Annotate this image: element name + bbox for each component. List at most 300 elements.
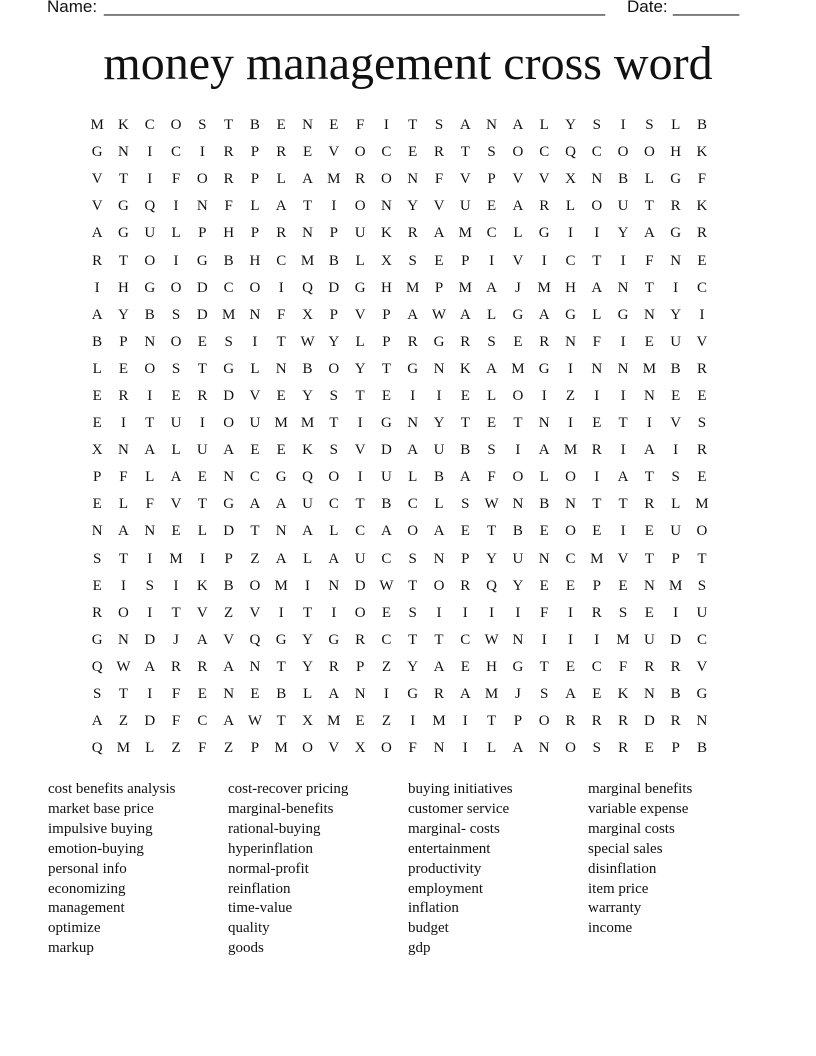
- grid-letter[interactable]: I: [147, 144, 153, 161]
- grid-letter[interactable]: P: [487, 171, 496, 188]
- grid-letter[interactable]: D: [144, 713, 156, 730]
- grid-letter[interactable]: C: [696, 631, 707, 648]
- grid-letter[interactable]: M: [458, 279, 472, 296]
- grid-letter[interactable]: S: [329, 442, 338, 459]
- grid-letter[interactable]: T: [224, 117, 234, 134]
- grid-letter[interactable]: W: [247, 713, 263, 730]
- grid-letter[interactable]: E: [644, 740, 654, 757]
- grid-letter[interactable]: A: [144, 658, 156, 675]
- grid-letter[interactable]: E: [250, 686, 260, 703]
- grid-letter[interactable]: L: [408, 469, 418, 486]
- grid-letter[interactable]: I: [147, 686, 153, 703]
- grid-letter[interactable]: L: [487, 306, 497, 323]
- grid-letter[interactable]: A: [643, 225, 655, 242]
- grid-letter[interactable]: A: [302, 523, 313, 540]
- grid-letter[interactable]: B: [670, 686, 681, 703]
- grid-letter[interactable]: G: [696, 686, 708, 703]
- grid-letter[interactable]: I: [305, 577, 311, 594]
- grid-letter[interactable]: B: [381, 496, 392, 513]
- grid-letter[interactable]: N: [118, 144, 129, 161]
- grid-letter[interactable]: W: [484, 631, 499, 648]
- grid-letter[interactable]: R: [670, 198, 681, 215]
- grid-letter[interactable]: R: [434, 686, 445, 703]
- grid-letter[interactable]: Y: [512, 577, 524, 594]
- grid-letter[interactable]: I: [173, 252, 179, 269]
- grid-letter[interactable]: T: [644, 279, 654, 296]
- grid-letter[interactable]: D: [196, 306, 208, 323]
- grid-letter[interactable]: O: [354, 198, 366, 215]
- grid-letter[interactable]: K: [617, 686, 629, 703]
- grid-letter[interactable]: T: [276, 713, 286, 730]
- grid-letter[interactable]: T: [487, 523, 497, 540]
- grid-letter[interactable]: A: [617, 469, 629, 486]
- grid-letter[interactable]: Y: [118, 306, 129, 323]
- grid-letter[interactable]: R: [197, 387, 208, 404]
- grid-letter[interactable]: B: [328, 252, 339, 269]
- grid-letter[interactable]: P: [92, 469, 102, 486]
- grid-letter[interactable]: E: [92, 577, 102, 594]
- grid-letter[interactable]: K: [459, 360, 471, 377]
- grid-letter[interactable]: Z: [224, 604, 234, 621]
- grid-letter[interactable]: C: [696, 279, 707, 296]
- grid-letter[interactable]: F: [145, 496, 154, 513]
- grid-letter[interactable]: U: [196, 442, 208, 459]
- grid-letter[interactable]: P: [119, 333, 128, 350]
- grid-letter[interactable]: A: [249, 496, 261, 513]
- grid-letter[interactable]: M: [432, 713, 446, 730]
- grid-letter[interactable]: H: [380, 279, 392, 296]
- grid-letter[interactable]: C: [486, 225, 497, 242]
- grid-letter[interactable]: N: [538, 550, 550, 567]
- grid-letter[interactable]: S: [329, 387, 338, 404]
- grid-letter[interactable]: R: [276, 225, 287, 242]
- grid-letter[interactable]: O: [249, 279, 261, 296]
- grid-letter[interactable]: O: [433, 577, 445, 594]
- grid-letter[interactable]: O: [328, 360, 340, 377]
- grid-letter[interactable]: R: [197, 658, 208, 675]
- grid-letter[interactable]: X: [380, 252, 392, 269]
- grid-letter[interactable]: L: [171, 442, 181, 459]
- grid-letter[interactable]: R: [92, 252, 103, 269]
- grid-letter[interactable]: C: [276, 252, 287, 269]
- grid-letter[interactable]: N: [118, 631, 129, 648]
- grid-letter[interactable]: W: [116, 658, 131, 675]
- grid-letter[interactable]: I: [567, 225, 573, 242]
- grid-letter[interactable]: T: [302, 198, 313, 215]
- grid-letter[interactable]: M: [563, 442, 578, 459]
- grid-letter[interactable]: A: [302, 171, 313, 188]
- grid-letter[interactable]: V: [170, 496, 182, 513]
- grid-letter[interactable]: N: [538, 415, 550, 432]
- grid-letter[interactable]: I: [252, 333, 258, 350]
- grid-letter[interactable]: D: [144, 631, 156, 648]
- grid-letter[interactable]: I: [199, 550, 205, 567]
- grid-letter[interactable]: M: [300, 252, 315, 269]
- grid-letter[interactable]: V: [512, 252, 524, 269]
- grid-letter[interactable]: P: [329, 225, 338, 242]
- grid-letter[interactable]: I: [673, 604, 679, 621]
- grid-letter[interactable]: P: [224, 550, 233, 567]
- grid-letter[interactable]: T: [408, 577, 418, 594]
- grid-letter[interactable]: M: [274, 740, 288, 757]
- grid-letter[interactable]: I: [567, 631, 573, 648]
- grid-letter[interactable]: Y: [407, 658, 419, 675]
- grid-letter[interactable]: N: [91, 523, 103, 540]
- grid-letter[interactable]: O: [565, 469, 576, 486]
- grid-letter[interactable]: H: [670, 144, 682, 161]
- grid-letter[interactable]: N: [433, 550, 445, 567]
- grid-letter[interactable]: S: [487, 442, 496, 459]
- grid-letter[interactable]: E: [513, 333, 523, 350]
- grid-letter[interactable]: C: [197, 713, 208, 730]
- grid-letter[interactable]: G: [617, 306, 629, 323]
- grid-letter[interactable]: E: [408, 144, 418, 161]
- grid-letter[interactable]: C: [381, 550, 392, 567]
- grid-letter[interactable]: P: [250, 225, 260, 242]
- grid-letter[interactable]: I: [620, 442, 626, 459]
- grid-letter[interactable]: O: [170, 117, 182, 134]
- grid-letter[interactable]: B: [670, 360, 681, 377]
- grid-letter[interactable]: U: [696, 604, 708, 621]
- grid-letter[interactable]: I: [120, 415, 126, 432]
- grid-letter[interactable]: A: [433, 225, 445, 242]
- grid-letter[interactable]: N: [354, 686, 366, 703]
- grid-letter[interactable]: P: [329, 306, 338, 323]
- grid-letter[interactable]: V: [91, 198, 103, 215]
- grid-letter[interactable]: R: [328, 658, 339, 675]
- grid-letter[interactable]: G: [670, 171, 682, 188]
- grid-letter[interactable]: Z: [118, 713, 129, 730]
- grid-letter[interactable]: Z: [250, 550, 260, 567]
- grid-letter[interactable]: O: [354, 604, 366, 621]
- grid-letter[interactable]: Y: [354, 360, 366, 377]
- grid-letter[interactable]: N: [433, 360, 445, 377]
- grid-letter[interactable]: R: [591, 713, 602, 730]
- grid-letter[interactable]: I: [199, 144, 205, 161]
- grid-letter[interactable]: A: [118, 523, 129, 540]
- grid-letter[interactable]: I: [515, 442, 521, 459]
- grid-letter[interactable]: D: [380, 442, 392, 459]
- grid-letter[interactable]: V: [459, 171, 471, 188]
- grid-letter[interactable]: U: [354, 225, 366, 242]
- grid-letter[interactable]: O: [565, 523, 576, 540]
- grid-letter[interactable]: A: [196, 631, 208, 648]
- grid-letter[interactable]: N: [196, 198, 208, 215]
- grid-letter[interactable]: C: [144, 117, 155, 134]
- grid-letter[interactable]: N: [433, 740, 445, 757]
- grid-letter[interactable]: R: [460, 333, 471, 350]
- grid-letter[interactable]: S: [487, 144, 496, 161]
- grid-letter[interactable]: M: [458, 225, 472, 242]
- grid-letter[interactable]: T: [329, 415, 339, 432]
- grid-letter[interactable]: T: [592, 252, 602, 269]
- grid-letter[interactable]: Y: [302, 631, 313, 648]
- grid-letter[interactable]: C: [565, 550, 576, 567]
- grid-letter[interactable]: N: [643, 577, 655, 594]
- grid-letter[interactable]: E: [460, 387, 470, 404]
- grid-letter[interactable]: T: [355, 496, 365, 513]
- grid-letter[interactable]: E: [539, 577, 549, 594]
- grid-letter[interactable]: X: [302, 713, 313, 730]
- grid-letter[interactable]: L: [671, 496, 681, 513]
- grid-letter[interactable]: T: [513, 415, 523, 432]
- grid-letter[interactable]: M: [221, 306, 236, 323]
- grid-letter[interactable]: P: [513, 713, 523, 730]
- grid-letter[interactable]: T: [197, 360, 207, 377]
- grid-letter[interactable]: A: [170, 469, 182, 486]
- grid-letter[interactable]: C: [171, 144, 182, 161]
- grid-letter[interactable]: M: [327, 171, 341, 188]
- grid-letter[interactable]: N: [407, 171, 419, 188]
- grid-letter[interactable]: O: [144, 360, 156, 377]
- grid-letter[interactable]: D: [328, 279, 340, 296]
- grid-letter[interactable]: A: [91, 306, 103, 323]
- grid-letter[interactable]: Y: [670, 306, 682, 323]
- grid-letter[interactable]: J: [173, 631, 179, 648]
- grid-letter[interactable]: C: [381, 631, 392, 648]
- grid-letter[interactable]: L: [118, 496, 129, 513]
- grid-letter[interactable]: G: [433, 333, 445, 350]
- grid-letter[interactable]: T: [118, 252, 129, 269]
- grid-letter[interactable]: I: [646, 415, 652, 432]
- name-field[interactable]: _____________________________________________________: [104, 0, 606, 16]
- grid-letter[interactable]: S: [224, 333, 233, 350]
- grid-letter[interactable]: L: [355, 252, 365, 269]
- grid-letter[interactable]: L: [302, 686, 313, 703]
- grid-letter[interactable]: R: [670, 713, 681, 730]
- grid-letter[interactable]: E: [671, 387, 681, 404]
- grid-letter[interactable]: W: [379, 577, 394, 594]
- grid-letter[interactable]: I: [620, 117, 626, 134]
- grid-letter[interactable]: O: [249, 577, 261, 594]
- grid-letter[interactable]: A: [144, 442, 156, 459]
- grid-letter[interactable]: S: [697, 577, 707, 594]
- grid-letter[interactable]: V: [696, 333, 708, 350]
- grid-letter[interactable]: S: [592, 740, 601, 757]
- grid-letter[interactable]: O: [591, 198, 603, 215]
- grid-letter[interactable]: S: [592, 117, 601, 134]
- grid-letter[interactable]: T: [250, 523, 260, 540]
- grid-letter[interactable]: E: [565, 658, 576, 675]
- grid-letter[interactable]: N: [275, 523, 287, 540]
- grid-letter[interactable]: X: [91, 442, 103, 459]
- grid-letter[interactable]: R: [92, 604, 103, 621]
- grid-letter[interactable]: Q: [249, 631, 261, 648]
- grid-letter[interactable]: Q: [302, 469, 313, 486]
- grid-letter[interactable]: F: [198, 740, 207, 757]
- grid-letter[interactable]: A: [643, 442, 655, 459]
- grid-letter[interactable]: V: [433, 198, 445, 215]
- grid-letter[interactable]: E: [197, 686, 207, 703]
- grid-letter[interactable]: L: [539, 469, 549, 486]
- grid-letter[interactable]: F: [618, 658, 628, 675]
- grid-letter[interactable]: B: [302, 360, 313, 377]
- grid-letter[interactable]: G: [407, 360, 419, 377]
- grid-letter[interactable]: L: [671, 117, 681, 134]
- grid-letter[interactable]: D: [643, 713, 655, 730]
- grid-letter[interactable]: V: [512, 171, 524, 188]
- grid-letter[interactable]: E: [250, 442, 260, 459]
- grid-letter[interactable]: R: [223, 171, 234, 188]
- grid-letter[interactable]: T: [276, 658, 286, 675]
- grid-letter[interactable]: T: [197, 496, 207, 513]
- grid-letter[interactable]: E: [276, 442, 286, 459]
- grid-letter[interactable]: N: [249, 658, 261, 675]
- grid-letter[interactable]: B: [539, 496, 550, 513]
- grid-letter[interactable]: A: [591, 279, 603, 296]
- grid-letter[interactable]: X: [354, 740, 366, 757]
- grid-letter[interactable]: W: [484, 496, 499, 513]
- grid-letter[interactable]: T: [302, 604, 313, 621]
- grid-letter[interactable]: T: [408, 117, 418, 134]
- grid-letter[interactable]: L: [250, 198, 260, 215]
- grid-letter[interactable]: H: [223, 225, 235, 242]
- grid-letter[interactable]: I: [94, 279, 100, 296]
- grid-letter[interactable]: E: [381, 387, 391, 404]
- grid-letter[interactable]: M: [274, 577, 288, 594]
- grid-letter[interactable]: E: [644, 523, 654, 540]
- grid-letter[interactable]: V: [196, 604, 208, 621]
- grid-letter[interactable]: S: [171, 306, 181, 323]
- grid-letter[interactable]: Y: [617, 225, 629, 242]
- grid-letter[interactable]: T: [355, 387, 365, 404]
- grid-letter[interactable]: N: [302, 117, 313, 134]
- grid-letter[interactable]: N: [696, 713, 708, 730]
- grid-letter[interactable]: G: [144, 279, 156, 296]
- grid-letter[interactable]: U: [643, 631, 655, 648]
- grid-letter[interactable]: C: [407, 496, 418, 513]
- grid-letter[interactable]: V: [354, 306, 366, 323]
- grid-letter[interactable]: L: [145, 469, 155, 486]
- grid-letter[interactable]: L: [329, 523, 339, 540]
- grid-letter[interactable]: A: [328, 550, 340, 567]
- grid-letter[interactable]: O: [354, 144, 366, 161]
- grid-letter[interactable]: L: [250, 360, 260, 377]
- grid-letter[interactable]: I: [147, 604, 153, 621]
- grid-letter[interactable]: T: [460, 144, 470, 161]
- grid-letter[interactable]: E: [355, 713, 365, 730]
- grid-letter[interactable]: A: [459, 469, 471, 486]
- grid-letter[interactable]: S: [408, 604, 417, 621]
- grid-letter[interactable]: F: [171, 713, 181, 730]
- grid-letter[interactable]: X: [302, 306, 313, 323]
- grid-letter[interactable]: A: [275, 198, 287, 215]
- grid-letter[interactable]: H: [565, 279, 576, 296]
- grid-letter[interactable]: S: [645, 117, 654, 134]
- grid-letter[interactable]: C: [591, 658, 602, 675]
- grid-letter[interactable]: C: [565, 252, 576, 269]
- grid-letter[interactable]: I: [489, 252, 495, 269]
- grid-letter[interactable]: G: [512, 306, 524, 323]
- grid-letter[interactable]: Q: [302, 279, 313, 296]
- grid-letter[interactable]: N: [565, 496, 576, 513]
- date-field[interactable]: _______: [673, 0, 740, 16]
- grid-letter[interactable]: C: [460, 631, 471, 648]
- grid-letter[interactable]: B: [223, 252, 234, 269]
- grid-letter[interactable]: C: [355, 523, 366, 540]
- grid-letter[interactable]: R: [118, 387, 129, 404]
- grid-letter[interactable]: E: [592, 523, 602, 540]
- grid-letter[interactable]: K: [118, 117, 129, 134]
- grid-letter[interactable]: K: [196, 577, 208, 594]
- grid-letter[interactable]: B: [223, 577, 234, 594]
- grid-letter[interactable]: G: [538, 225, 550, 242]
- grid-letter[interactable]: E: [487, 198, 497, 215]
- grid-letter[interactable]: I: [620, 333, 626, 350]
- grid-letter[interactable]: O: [223, 415, 235, 432]
- grid-letter[interactable]: P: [671, 550, 680, 567]
- grid-letter[interactable]: A: [275, 550, 287, 567]
- grid-letter[interactable]: U: [249, 415, 261, 432]
- grid-letter[interactable]: E: [434, 252, 444, 269]
- grid-letter[interactable]: M: [669, 577, 683, 594]
- grid-letter[interactable]: E: [92, 496, 102, 513]
- grid-letter[interactable]: I: [541, 631, 547, 648]
- grid-letter[interactable]: V: [91, 171, 103, 188]
- grid-letter[interactable]: K: [696, 144, 708, 161]
- grid-letter[interactable]: M: [116, 740, 131, 757]
- grid-letter[interactable]: N: [380, 198, 392, 215]
- grid-letter[interactable]: E: [697, 387, 707, 404]
- grid-letter[interactable]: G: [118, 198, 129, 215]
- grid-letter[interactable]: F: [355, 117, 365, 134]
- grid-letter[interactable]: O: [407, 523, 419, 540]
- grid-letter[interactable]: I: [436, 387, 442, 404]
- grid-letter[interactable]: Z: [381, 713, 391, 730]
- grid-letter[interactable]: R: [565, 713, 576, 730]
- grid-letter[interactable]: I: [173, 577, 179, 594]
- grid-letter[interactable]: G: [91, 144, 103, 161]
- grid-letter[interactable]: R: [696, 360, 707, 377]
- grid-letter[interactable]: I: [567, 415, 573, 432]
- grid-letter[interactable]: B: [618, 171, 629, 188]
- grid-letter[interactable]: T: [618, 496, 628, 513]
- grid-letter[interactable]: N: [643, 387, 655, 404]
- grid-letter[interactable]: L: [92, 360, 102, 377]
- grid-letter[interactable]: L: [197, 523, 207, 540]
- grid-letter[interactable]: S: [92, 686, 102, 703]
- grid-letter[interactable]: I: [410, 387, 416, 404]
- grid-letter[interactable]: E: [171, 387, 181, 404]
- grid-letter[interactable]: U: [433, 442, 445, 459]
- grid-letter[interactable]: D: [223, 387, 235, 404]
- grid-letter[interactable]: E: [276, 117, 286, 134]
- grid-letter[interactable]: R: [618, 713, 629, 730]
- grid-letter[interactable]: N: [643, 306, 655, 323]
- grid-letter[interactable]: N: [275, 360, 287, 377]
- grid-letter[interactable]: E: [92, 415, 102, 432]
- grid-letter[interactable]: Y: [302, 658, 313, 675]
- grid-letter[interactable]: Z: [565, 387, 576, 404]
- grid-letter[interactable]: P: [355, 658, 365, 675]
- grid-letter[interactable]: I: [567, 360, 573, 377]
- grid-letter[interactable]: E: [644, 333, 654, 350]
- grid-letter[interactable]: L: [513, 225, 523, 242]
- grid-letter[interactable]: T: [697, 550, 707, 567]
- grid-letter[interactable]: G: [223, 496, 235, 513]
- grid-letter[interactable]: N: [565, 333, 576, 350]
- grid-letter[interactable]: G: [275, 469, 287, 486]
- grid-letter[interactable]: M: [327, 713, 341, 730]
- grid-letter[interactable]: R: [460, 577, 471, 594]
- grid-letter[interactable]: I: [383, 117, 389, 134]
- grid-letter[interactable]: A: [512, 740, 524, 757]
- grid-letter[interactable]: A: [223, 442, 235, 459]
- grid-letter[interactable]: H: [486, 658, 498, 675]
- grid-letter[interactable]: V: [354, 442, 366, 459]
- grid-letter[interactable]: O: [196, 171, 208, 188]
- grid-letter[interactable]: E: [197, 469, 207, 486]
